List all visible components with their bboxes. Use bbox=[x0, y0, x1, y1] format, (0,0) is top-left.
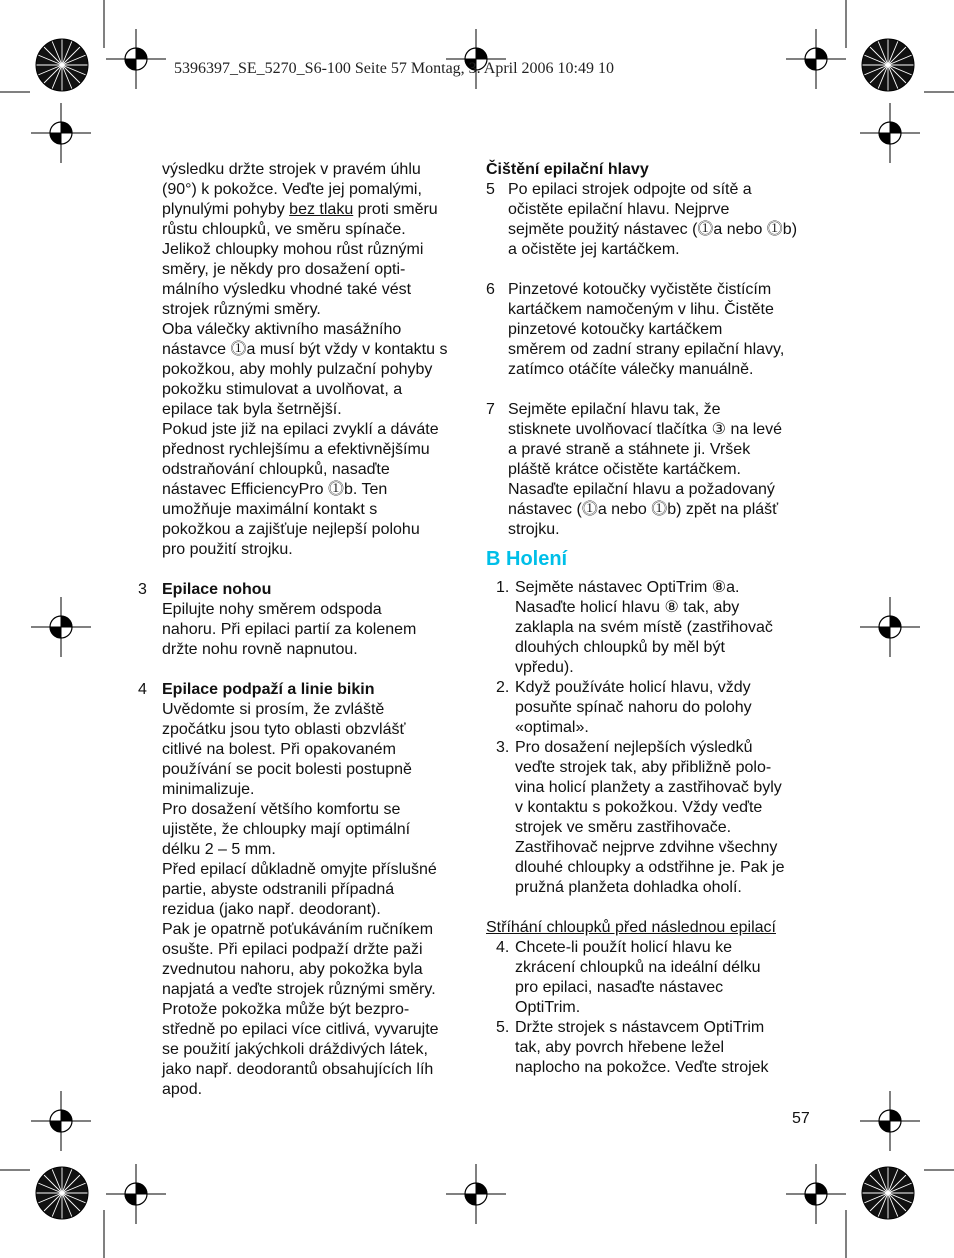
text-line: Pokud jste již na epilaci zvyklí a dáváte bbox=[162, 421, 439, 438]
text-line: Pro dosažení nejlepších výsledků bbox=[515, 739, 753, 756]
step-number: 5 bbox=[486, 181, 495, 198]
text-line: směrem od zadní strany epilační hlavy, bbox=[508, 341, 785, 358]
text-span: proti směru bbox=[353, 201, 438, 218]
text-line: pružná planžeta dohladka oholí. bbox=[515, 879, 742, 896]
text-span: plynulými pohyby bbox=[162, 201, 290, 218]
text-line: pro epilaci, nasaďte nástavec bbox=[515, 979, 724, 996]
text-line: pokožkou, aby mohly pulzační pohyby bbox=[162, 361, 433, 378]
text-line: přednost rychlejšímu a efektivnějšímu bbox=[162, 441, 430, 458]
text-line: Pak je opatrně poťukáváním ručníkem bbox=[162, 921, 434, 938]
text-line: délku 2 – 5 mm. bbox=[162, 841, 276, 858]
text-line: sejměte použitý nástavec (⓵a nebo ⓵b) bbox=[508, 221, 798, 238]
text-line: citlivé na bolest. Při opakovaném bbox=[162, 741, 396, 758]
text-line: Sejměte nástavec OptiTrim ⑧a. bbox=[515, 579, 740, 596]
text-line: zpočátku jsou tyto oblasti obzvlášť bbox=[162, 721, 406, 738]
text-line: veďte strojek tak, aby přibližně polo- bbox=[515, 759, 772, 776]
step-number: 2. bbox=[496, 679, 510, 696]
step-number: 6 bbox=[486, 281, 495, 298]
text-line: očistěte epilační hlavu. Nejprve bbox=[508, 201, 730, 218]
text-line: umožňuje maximální kontakt s bbox=[162, 501, 378, 518]
step-number: 7 bbox=[486, 401, 495, 418]
text-line: strojku. bbox=[508, 521, 560, 538]
text-line: zkrácení chloupků na ideální délku bbox=[515, 959, 761, 976]
text-line: OptiTrim. bbox=[515, 999, 581, 1016]
shave-step-4 bbox=[486, 938, 816, 1018]
text-line: zatímco otáčíte válečky manuálně. bbox=[508, 361, 754, 378]
text-line: kartáčkem namočeným v lihu. Čistěte bbox=[508, 301, 774, 318]
text-line: partie, abyste odstranili případná bbox=[162, 881, 395, 898]
left-column bbox=[138, 160, 468, 1100]
text-line: pokožku stimulovat a uvolňovat, a bbox=[162, 381, 403, 398]
text-line: pláště krátce očistěte kartáčkem. bbox=[508, 461, 741, 478]
print-header: 5396397_SE_5270_S6-100 Seite 57 Montag, 3. April 2006 10:49 10 bbox=[174, 60, 614, 77]
text-line: Uvědomte si prosím, že zvláště bbox=[162, 701, 385, 718]
step-3 bbox=[138, 580, 468, 660]
text-line: Jelikož chloupky mohou růst různými bbox=[162, 241, 424, 258]
text-line: zaklapla na svém místě (zastřihovač bbox=[515, 619, 773, 636]
text-line: Pro dosažení většího komfortu se bbox=[162, 801, 401, 818]
text-line: pokožkou a zajišťuje nejlepší polohu bbox=[162, 521, 420, 538]
text-line: Nasaďte holicí hlavu ⑧ tak, aby bbox=[515, 599, 740, 616]
text-line: dlouhých chloupků by měl být bbox=[515, 639, 725, 656]
text-line: posuňte spínač nahoru do polohy bbox=[515, 699, 752, 716]
text-line: používání se pocit bolesti postupně bbox=[162, 761, 412, 778]
text-line: Zastřihovač nejprve zdvihne všechny bbox=[515, 839, 778, 856]
text-line: odstraňování chloupků, nasaďte bbox=[162, 461, 390, 478]
text-line: «optimal». bbox=[515, 719, 589, 736]
text-line: v kontaktu s pokožkou. Vždy veďte bbox=[515, 799, 763, 816]
step-6 bbox=[486, 280, 816, 380]
step-number: 4 bbox=[138, 681, 147, 698]
text-line: nástavec EfficiencyPro ⓵b. Ten bbox=[162, 481, 388, 498]
text-line: nástavce ⓵a musí být vždy v kontaktu s bbox=[162, 341, 448, 358]
text-line: Chcete-li použít holicí hlavu ke bbox=[515, 939, 732, 956]
text-line: vina holicí planžety a zastřihovač byly bbox=[515, 779, 782, 796]
shave-step-3 bbox=[486, 738, 816, 898]
text-line: růstu chloupků, ve směru spínače. bbox=[162, 221, 406, 238]
text-line: Sejměte epilační hlavu tak, že bbox=[508, 401, 721, 418]
text-line: Protože pokožka může být bezpro- bbox=[162, 1001, 410, 1018]
text-line bbox=[162, 200, 468, 220]
shave-step-1 bbox=[486, 578, 816, 678]
text-line: Když používáte holicí hlavu, vždy bbox=[515, 679, 751, 696]
text-line: pinzetové kotoučky kartáčkem bbox=[508, 321, 723, 338]
text-line: rezidua (jako např. deodorant). bbox=[162, 901, 381, 918]
text-line: stisknete uvolňovací tlačítka ③ na levé bbox=[508, 421, 783, 438]
text-line: zvednutou nahoru, aby pokožka byla bbox=[162, 961, 423, 978]
text-line: nahoru. Při epilaci partií za kolenem bbox=[162, 621, 417, 638]
text-line: držte nohu rovně napnutou. bbox=[162, 641, 358, 658]
text-line: Epilujte nohy směrem odspoda bbox=[162, 601, 382, 618]
text-line: strojek ve směru zastřihovače. bbox=[515, 819, 732, 836]
text-line: tak, aby povrch hřebene ležel bbox=[515, 1039, 725, 1056]
step-number: 5. bbox=[496, 1019, 510, 1036]
step-number: 4. bbox=[496, 939, 510, 956]
step-title: Epilace nohou bbox=[162, 581, 272, 598]
text-line: Pinzetové kotoučky vyčistěte čistícím bbox=[508, 281, 772, 298]
page-number: 57 bbox=[792, 1110, 810, 1127]
shave-step-5 bbox=[486, 1018, 816, 1078]
text-line: dlouhé chloupky a odstřihne je. Pak je bbox=[515, 859, 785, 876]
text-line: nástavec (⓵a nebo ⓵b) zpět na plášť bbox=[508, 501, 779, 518]
underlined-emphasis: bez tlaku bbox=[289, 201, 354, 218]
text-line: a pravé straně a stáhnete ji. Vršek bbox=[508, 441, 751, 458]
text-line: ujistěte, že chloupky mají optimální bbox=[162, 821, 411, 838]
text-line: naplocho na pokožce. Veďte strojek bbox=[515, 1059, 769, 1076]
cleaning-heading: Čištění epilační hlavy bbox=[486, 161, 649, 178]
step-number: 3. bbox=[496, 739, 510, 756]
step-5 bbox=[486, 180, 816, 260]
right-column bbox=[486, 160, 816, 1078]
text-line: Nasaďte epilační hlavu a požadovaný bbox=[508, 481, 775, 498]
text-line: (90°) k pokožce. Veďte jej pomalými, bbox=[162, 181, 422, 198]
text-line: jako např. deodorantů obsahujících líh bbox=[162, 1061, 434, 1078]
text-line: a očistěte jej kartáčkem. bbox=[508, 241, 680, 258]
step-4 bbox=[138, 680, 468, 1100]
text-line: osušte. Při epilaci podpaží držte paži bbox=[162, 941, 423, 958]
shave-step-2 bbox=[486, 678, 816, 738]
text-line: vpředu). bbox=[515, 659, 574, 676]
text-line: výsledku držte strojek v pravém úhlu bbox=[162, 161, 421, 178]
text-line: Po epilaci strojek odpojte od sítě a bbox=[508, 181, 752, 198]
text-line: apod. bbox=[162, 1081, 203, 1098]
text-line: strojek různými směry. bbox=[162, 301, 321, 318]
text-line: minimalizuje. bbox=[162, 781, 255, 798]
text-line: Držte strojek s nástavcem OptiTrim bbox=[515, 1019, 765, 1036]
text-line: Oba válečky aktivního masážního bbox=[162, 321, 402, 338]
text-line: se použití jakýchkoli dráždivých látek, bbox=[162, 1041, 428, 1058]
text-line: pro použití strojku. bbox=[162, 541, 293, 558]
step-number: 3 bbox=[138, 581, 147, 598]
text-line: epilace tak byla šetrnější. bbox=[162, 401, 342, 418]
text-line: Před epilací důkladně omyjte příslušné bbox=[162, 861, 437, 878]
text-line: napjatá a veďte strojek různými směry. bbox=[162, 981, 436, 998]
step-7 bbox=[486, 400, 816, 540]
text-line: málního výsledku vhodné také vést bbox=[162, 281, 412, 298]
section-title-shaving: B Holení bbox=[486, 548, 568, 570]
trim-subheading: Stříhání chloupků před následnou epilací bbox=[486, 919, 776, 936]
step-title: Epilace podpaží a linie bikin bbox=[162, 681, 375, 698]
step-number: 1. bbox=[496, 579, 510, 596]
intro-paragraph bbox=[138, 160, 468, 560]
text-line: směry, je někdy pro dosažení opti- bbox=[162, 261, 406, 278]
text-line: středně po epilaci více citlivá, vyvarujte bbox=[162, 1021, 439, 1038]
